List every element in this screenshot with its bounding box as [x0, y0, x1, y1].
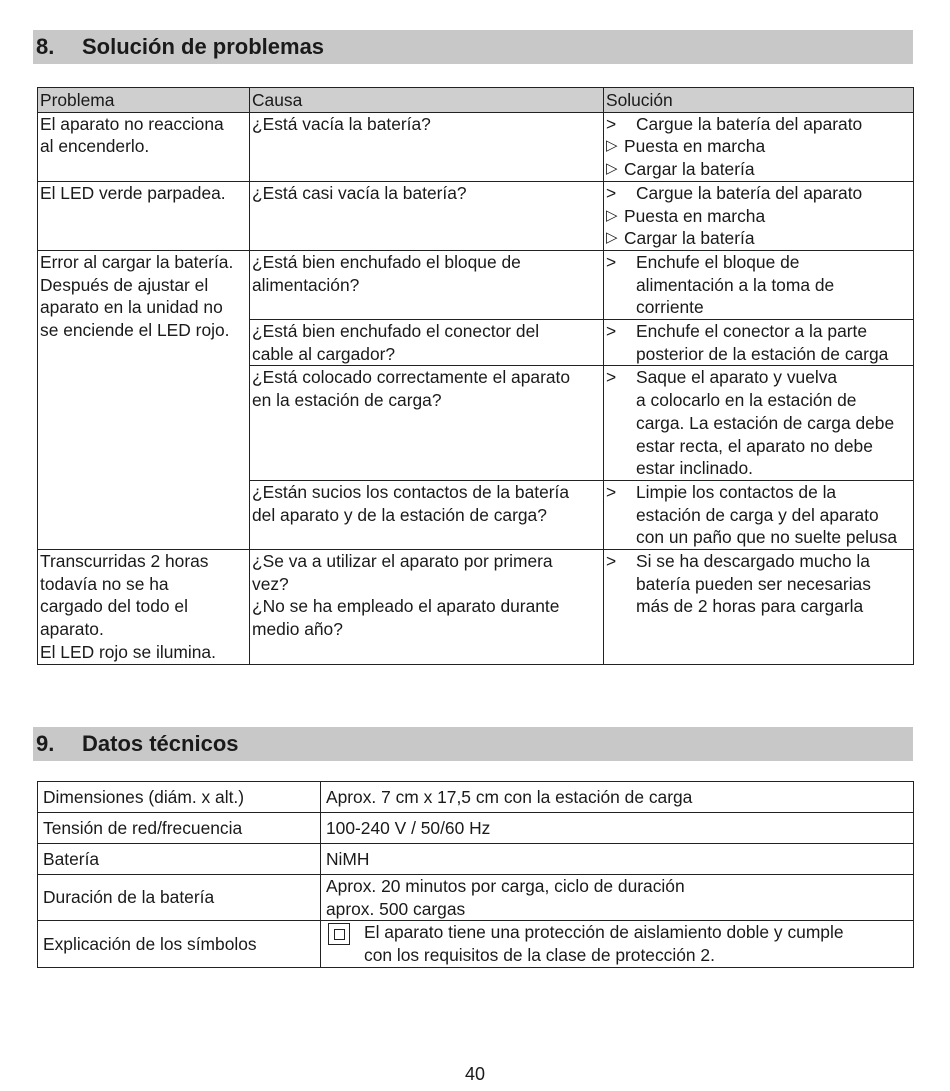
table-row	[38, 181, 914, 250]
spec-label: Batería	[38, 844, 321, 875]
spec-label: Duración de la batería	[38, 875, 321, 921]
technical-data-table	[37, 781, 914, 968]
cross-reference-icon: ▷	[606, 160, 618, 178]
cause-cell: ¿Está casi vacía la batería?	[250, 181, 604, 250]
header-problem: Problema	[38, 88, 250, 113]
header-solution: Solución	[604, 88, 914, 113]
section-number: 9.	[36, 731, 55, 756]
cause-cell: ¿Está bien enchufado el bloque de alimentación?	[250, 250, 604, 319]
section-8-header	[33, 30, 913, 64]
section-title: Solución de problemas	[82, 34, 325, 59]
spec-label: Explicación de los símbolos	[38, 921, 321, 967]
spec-value: El aparato tiene una protección de aislamiento doble y cumple con los requisitos de la clase de protección 2.	[321, 921, 914, 967]
double-insulation-icon	[328, 923, 350, 945]
spec-label: Dimensiones (diám. x alt.)	[38, 782, 321, 813]
spec-value: Aprox. 7 cm x 17,5 cm con la estación de carga	[321, 782, 914, 813]
solution-cell: > Cargue la batería del aparato ▷ Puesta en marcha ▷ Cargar la batería	[604, 181, 914, 250]
arrow-marker: >	[606, 182, 617, 203]
arrow-marker: >	[606, 251, 617, 272]
table-header-row	[38, 88, 914, 113]
problem-cell: El aparato no reacciona al encenderlo.	[38, 112, 250, 181]
spec-label: Tensión de red/frecuencia	[38, 813, 321, 844]
page-number: 40	[464, 1064, 486, 1084]
table-row	[38, 112, 914, 181]
cause-cell: ¿Está bien enchufado el conector del cable al cargador?	[250, 320, 604, 366]
solution-cell: > Cargue la batería del aparato ▷ Puesta en marcha ▷ Cargar la batería	[604, 112, 914, 181]
table-row	[38, 250, 914, 319]
arrow-marker: >	[606, 113, 617, 134]
section-title: Datos técnicos	[82, 731, 239, 756]
cross-reference-icon: ▷	[606, 229, 618, 247]
cause-cell: ¿Están sucios los contactos de la batería del aparato y de la estación de carga?	[250, 480, 604, 549]
table-row	[38, 782, 914, 813]
arrow-marker: >	[606, 321, 617, 342]
table-row	[38, 813, 914, 844]
cross-reference-icon: ▷	[606, 137, 618, 155]
problem-cell: Error al cargar la batería. Después de ajustar el aparato en la unidad no se enciende el LED rojo.	[38, 250, 250, 549]
problem-cell: El LED verde parpadea.	[38, 181, 250, 250]
troubleshooting-table	[37, 87, 914, 665]
cross-reference-icon: ▷	[606, 206, 618, 224]
solution-cell: > Limpie los contactos de la estación de carga y del aparato con un paño que no suelte pelusa	[604, 480, 914, 549]
table-row	[38, 875, 914, 921]
table-row	[38, 550, 914, 665]
problem-cell: Transcurridas 2 horas todavía no se ha cargado del todo el aparato. El LED rojo se ilumina.	[38, 550, 250, 665]
cause-cell: ¿Está colocado correctamente el aparato en la estación de carga?	[250, 366, 604, 481]
table-row	[38, 921, 914, 967]
section-number: 8.	[36, 34, 55, 59]
spec-value: NiMH	[321, 844, 914, 875]
solution-cell: > Enchufe el conector a la parte posterior de la estación de carga	[604, 320, 914, 366]
solution-cell: > Saque el aparato y vuelva a colocarlo en la estación de carga. La estación de carga debe estar recta, el aparato no debe estar inclinado.	[604, 366, 914, 481]
spec-value: Aprox. 20 minutos por carga, ciclo de duración aprox. 500 cargas	[321, 875, 914, 921]
cause-cell: ¿Se va a utilizar el aparato por primera vez? ¿No se ha empleado el aparato durante medio año?	[250, 550, 604, 665]
cause-cell: ¿Está vacía la batería?	[250, 112, 604, 181]
spec-value: 100-240 V / 50/60 Hz	[321, 813, 914, 844]
arrow-marker: >	[606, 481, 617, 502]
solution-cell: > Si se ha descargado mucho la batería pueden ser necesarias más de 2 horas para cargarla	[604, 550, 914, 665]
arrow-marker: >	[606, 551, 617, 572]
solution-cell: > Enchufe el bloque de alimentación a la toma de corriente	[604, 250, 914, 319]
table-row	[38, 844, 914, 875]
section-9-header	[33, 727, 913, 761]
arrow-marker: >	[606, 367, 617, 388]
header-cause: Causa	[250, 88, 604, 113]
